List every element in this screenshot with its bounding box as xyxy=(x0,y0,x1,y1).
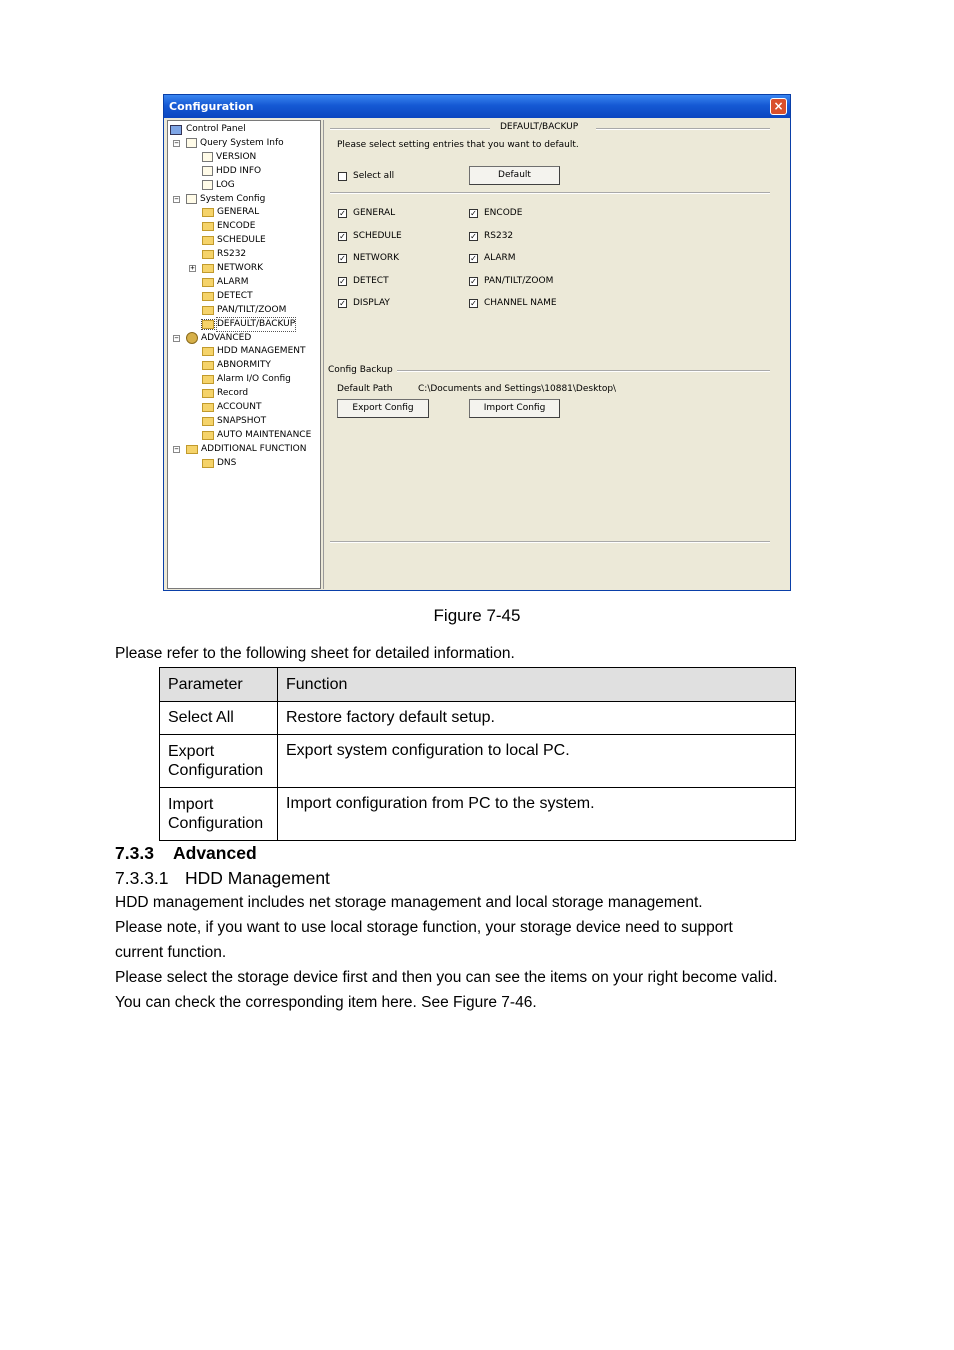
window-title: Configuration xyxy=(169,100,254,113)
default-button[interactable]: Default xyxy=(469,166,560,185)
checkbox-label: DETECT xyxy=(353,275,389,286)
divider xyxy=(330,541,770,543)
document-icon xyxy=(202,152,213,162)
figure-caption: Figure 7-45 xyxy=(433,606,521,625)
tree-item-label: DNS xyxy=(217,457,237,468)
checkbox-detect[interactable]: ✓ xyxy=(339,276,346,286)
tree-item[interactable] xyxy=(202,373,291,386)
default-path-value: C:\Documents and Settings\10881\Desktop\ xyxy=(418,384,617,394)
table-header-row xyxy=(160,668,796,702)
configuration-window xyxy=(163,94,791,591)
body-paragraph: current function. xyxy=(115,944,227,961)
checkbox-display[interactable]: ✓ xyxy=(339,299,346,309)
collapse-icon[interactable]: − xyxy=(174,194,179,203)
checkbox-label: NETWORK xyxy=(353,253,400,264)
tree-item[interactable] xyxy=(202,151,256,164)
section-title: DEFAULT/BACKUP xyxy=(500,122,579,132)
table-cell-parameter: Import Configuration xyxy=(160,788,278,841)
tree-item[interactable] xyxy=(186,137,284,150)
tree-item-label: RS232 xyxy=(217,249,247,260)
tree-item[interactable] xyxy=(202,248,246,261)
table-cell-parameter: Select All xyxy=(160,702,278,735)
tree-item-label: ENCODE xyxy=(217,221,256,232)
tree-item-label: ABNORMITY xyxy=(217,360,271,371)
section-title: Advanced xyxy=(173,843,257,863)
body-paragraph: You can check the corresponding item here. See Figure 7-46. xyxy=(115,994,537,1011)
divider xyxy=(330,128,490,130)
checkbox-network[interactable]: ✓ xyxy=(339,254,346,264)
folder-icon xyxy=(202,236,214,245)
folder-icon xyxy=(202,389,214,398)
checkbox-general[interactable]: ✓ xyxy=(339,209,346,218)
folder-icon xyxy=(202,320,214,329)
tree-item-label: NETWORK xyxy=(217,263,264,273)
table-row xyxy=(160,702,796,735)
collapse-icon[interactable]: − xyxy=(174,138,179,147)
default-backup-panel xyxy=(323,120,789,589)
tree-item-label: System Config xyxy=(200,193,266,204)
tree-item-label: Query System Info xyxy=(200,137,284,148)
tree-item[interactable] xyxy=(202,457,236,470)
folder-icon xyxy=(202,347,214,356)
export-config-button[interactable]: Export Config xyxy=(337,399,429,418)
tree-item[interactable] xyxy=(202,290,253,303)
config-tree xyxy=(167,120,321,589)
table-cell-function: Export system configuration to local PC. xyxy=(278,735,796,788)
checkbox-encode[interactable]: ✓ xyxy=(470,209,477,218)
body-paragraph: HDD management includes net storage management and local storage management. xyxy=(115,894,703,911)
tree-item[interactable] xyxy=(202,359,271,372)
table-row xyxy=(160,788,796,841)
import-config-button[interactable]: Import Config xyxy=(469,399,560,418)
folder-icon xyxy=(202,306,214,315)
folder-icon xyxy=(202,375,214,384)
tree-item-label: DETECT xyxy=(217,290,253,301)
checkbox-label: CHANNEL NAME xyxy=(484,298,557,309)
tree-item-label: DEFAULT/BACKUP xyxy=(217,318,296,329)
table-header-cell: Function xyxy=(278,668,796,702)
checkbox-label: RS232 xyxy=(484,230,514,241)
tree-item[interactable] xyxy=(202,415,266,428)
tree-item-label: ACCOUNT xyxy=(217,402,262,412)
tree-item[interactable] xyxy=(202,429,311,442)
folder-icon xyxy=(202,292,214,301)
collapse-icon[interactable]: − xyxy=(174,444,179,453)
table-cell-function: Import configuration from PC to the system. xyxy=(278,788,796,841)
tree-item-label: ADDITIONAL FUNCTION xyxy=(201,443,307,454)
tree-item-label: GENERAL xyxy=(217,207,260,218)
folder-icon xyxy=(202,278,214,287)
config-backup-title: Config Backup xyxy=(328,365,397,375)
checkbox-rs232[interactable]: ✓ xyxy=(470,231,477,241)
tree-item-label: Control Panel xyxy=(186,124,246,134)
tree-item[interactable] xyxy=(202,304,286,317)
table-header-cell: Parameter xyxy=(160,668,278,702)
tree-item[interactable] xyxy=(186,443,306,456)
checkbox-label: PAN/TILT/ZOOM xyxy=(484,275,554,286)
tree-item[interactable] xyxy=(202,387,248,400)
intro-paragraph: Please refer to the following sheet for detailed information. xyxy=(115,645,515,662)
folder-icon xyxy=(202,403,214,412)
checkbox-alarm[interactable]: ✓ xyxy=(470,254,477,264)
expand-icon[interactable]: + xyxy=(190,264,195,272)
document-icon xyxy=(202,166,213,176)
folder-icon xyxy=(202,459,214,468)
tree-item-label: VERSION xyxy=(216,151,257,162)
folder-icon xyxy=(202,222,214,231)
tree-item[interactable] xyxy=(170,123,246,136)
table-row xyxy=(160,735,796,788)
tree-item[interactable] xyxy=(202,234,266,247)
tree-item[interactable] xyxy=(202,262,263,275)
divider xyxy=(330,192,770,194)
body-paragraph: Please select the storage device first and then you can see the items on your right become valid. xyxy=(115,969,778,986)
tree-item[interactable] xyxy=(202,318,295,331)
parameter-table xyxy=(159,667,796,841)
tree-item[interactable] xyxy=(202,401,261,414)
tree-item[interactable] xyxy=(202,345,305,358)
tree-item[interactable] xyxy=(186,193,265,206)
tree-item-label: AUTO MAINTENANCE xyxy=(217,429,312,440)
checkbox-label: DISPLAY xyxy=(353,298,390,309)
select-all-checkbox[interactable] xyxy=(338,172,347,181)
title-bar xyxy=(164,95,790,118)
divider xyxy=(596,128,770,130)
checkbox-channel-name[interactable]: ✓ xyxy=(470,299,477,309)
document-icon xyxy=(202,180,213,190)
subsection-number: 7.3.3.1 xyxy=(115,868,169,888)
tree-item-label: ADVANCED xyxy=(201,332,252,343)
tree-item-label: SNAPSHOT xyxy=(217,415,267,426)
folder-icon xyxy=(202,417,214,426)
tree-item-label: HDD INFO xyxy=(216,165,262,176)
folder-icon xyxy=(202,264,214,273)
checkbox-label: GENERAL xyxy=(353,208,396,218)
folder-icon xyxy=(186,445,198,454)
tree-item[interactable] xyxy=(202,206,259,219)
default-path-label: Default Path xyxy=(337,384,393,394)
checkbox-pan-tilt-zoom[interactable]: ✓ xyxy=(470,276,477,286)
select-all-label: Select all xyxy=(353,171,395,181)
collapse-icon[interactable]: − xyxy=(174,333,179,342)
document-icon xyxy=(186,138,197,148)
instruction-text: Please select setting entries that you want to default. xyxy=(337,140,579,150)
tool-icon xyxy=(186,194,197,204)
close-icon[interactable]: × xyxy=(770,98,787,115)
subsection-title: HDD Management xyxy=(185,868,330,888)
table-cell-function: Restore factory default setup. xyxy=(278,702,796,735)
tree-item-label: ALARM xyxy=(217,276,249,287)
section-number: 7.3.3 xyxy=(115,843,154,863)
checkbox-label: ALARM xyxy=(484,253,516,264)
tree-item-label: HDD MANAGEMENT xyxy=(217,346,306,357)
checkbox-schedule[interactable]: ✓ xyxy=(339,231,346,241)
tree-item[interactable] xyxy=(186,332,251,345)
folder-icon xyxy=(202,431,214,440)
tree-item-label: Record xyxy=(217,388,249,399)
table-cell-parameter: Export Configuration xyxy=(160,735,278,788)
tree-item[interactable] xyxy=(202,220,255,233)
tree-item[interactable] xyxy=(202,165,261,178)
checkbox-label: ENCODE xyxy=(484,208,523,218)
folder-icon xyxy=(202,250,214,259)
section-heading xyxy=(115,843,257,864)
tree-item[interactable] xyxy=(202,276,249,289)
checkbox-label: SCHEDULE xyxy=(353,230,402,241)
body-paragraph: Please note, if you want to use local storage function, your storage device need to support xyxy=(115,919,733,936)
tree-item-label: SCHEDULE xyxy=(217,235,266,246)
tree-item-label: LOG xyxy=(216,179,235,190)
tree-item[interactable] xyxy=(202,179,235,192)
tree-item-label: Alarm I/O Config xyxy=(217,374,291,385)
folder-icon xyxy=(202,361,214,370)
computer-icon xyxy=(170,125,182,135)
folder-icon xyxy=(202,208,214,217)
tree-item-label: PAN/TILT/ZOOM xyxy=(217,304,287,315)
subsection-heading xyxy=(115,868,330,889)
gear-icon xyxy=(186,332,198,344)
